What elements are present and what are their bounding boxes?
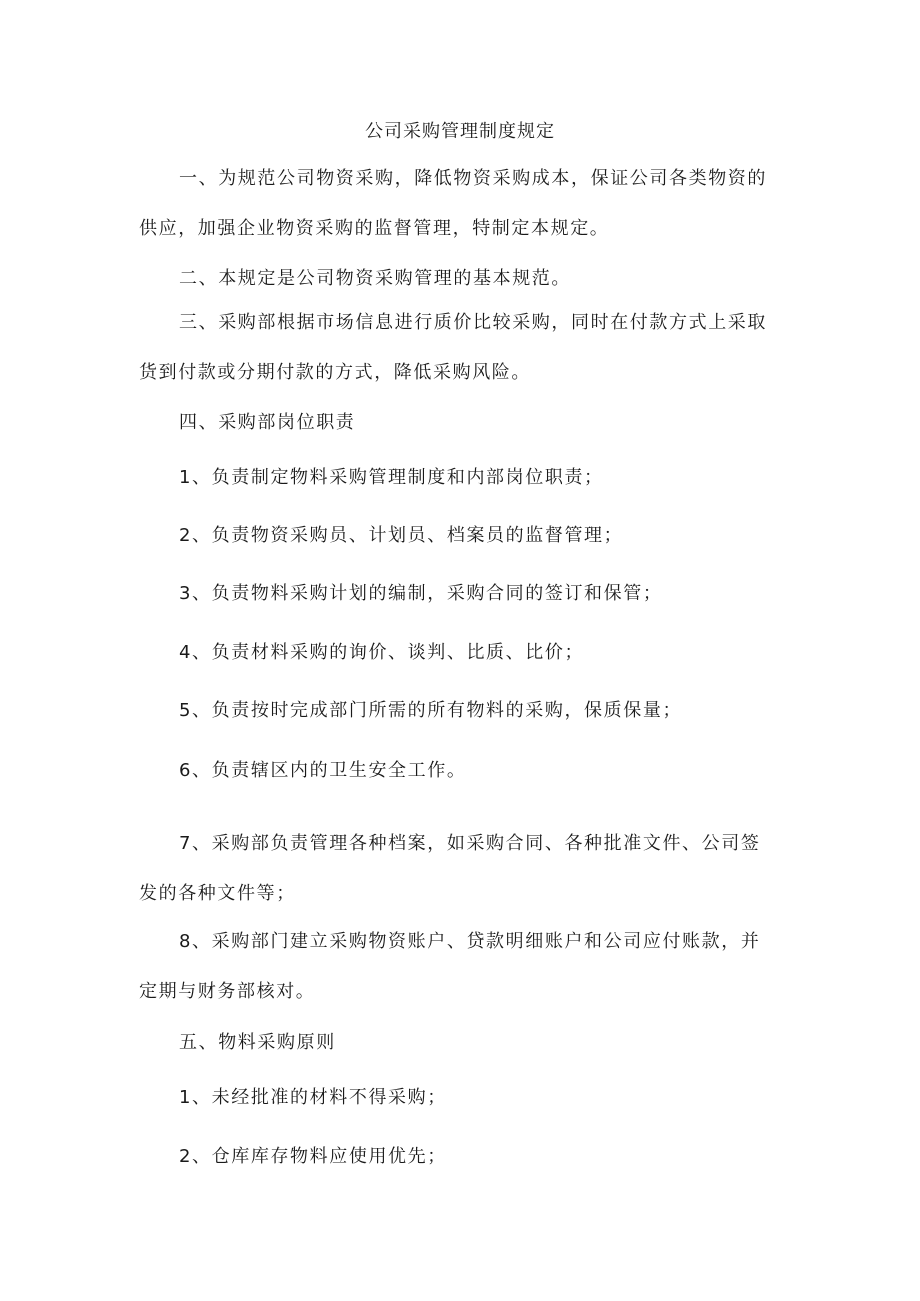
paragraph-2: 二、本规定是公司物资采购管理的基本规范。 <box>179 268 571 289</box>
paragraph-1-line-1: 一、为规范公司物资采购，降低物资采购成本，保证公司各类物资的 <box>179 168 767 189</box>
list-item-1: 1、负责制定物料采购管理制度和内部岗位职责； <box>179 467 604 488</box>
paragraph-3-line-2: 货到付款或分期付款的方式，降低采购风险。 <box>139 362 531 383</box>
principle-item-1: 1、未经批准的材料不得采购； <box>179 1087 447 1108</box>
list-item-6: 6、负责辖区内的卫生安全工作。 <box>179 760 467 781</box>
paragraph-3-line-1: 三、采购部根据市场信息进行质价比较采购，同时在付款方式上采取 <box>179 312 767 333</box>
paragraph-1-line-2: 供应，加强企业物资采购的监督管理，特制定本规定。 <box>139 218 610 239</box>
list-item-4: 4、负责材料采购的询价、谈判、比质、比价； <box>179 642 585 663</box>
list-item-2: 2、负责物资采购员、计划员、档案员的监督管理； <box>179 525 624 546</box>
paragraph-5: 五、物料采购原则 <box>179 1032 336 1053</box>
list-item-7-line-1: 7、采购部负责管理各种档案，如采购合同、各种批准文件、公司签 <box>179 833 761 854</box>
list-item-5: 5、负责按时完成部门所需的所有物料的采购，保质保量； <box>179 700 683 721</box>
paragraph-4: 四、采购部岗位职责 <box>179 412 356 433</box>
paragraph-3 <box>139 298 784 398</box>
list-item-7 <box>139 819 784 919</box>
list-item-8 <box>139 917 784 1017</box>
list-item-8-line-1: 8、采购部门建立采购物资账户、贷款明细账户和公司应付账款，并 <box>179 931 761 952</box>
list-item-8-line-2: 定期与财务部核对。 <box>139 981 316 1002</box>
list-item-7-line-2: 发的各种文件等； <box>139 883 296 904</box>
paragraph-1 <box>139 154 784 254</box>
document-title: 公司采购管理制度规定 <box>365 121 555 142</box>
list-item-3: 3、负责物料采购计划的编制，采购合同的签订和保管； <box>179 583 663 604</box>
principle-item-2: 2、仓库库存物料应使用优先； <box>179 1146 447 1167</box>
